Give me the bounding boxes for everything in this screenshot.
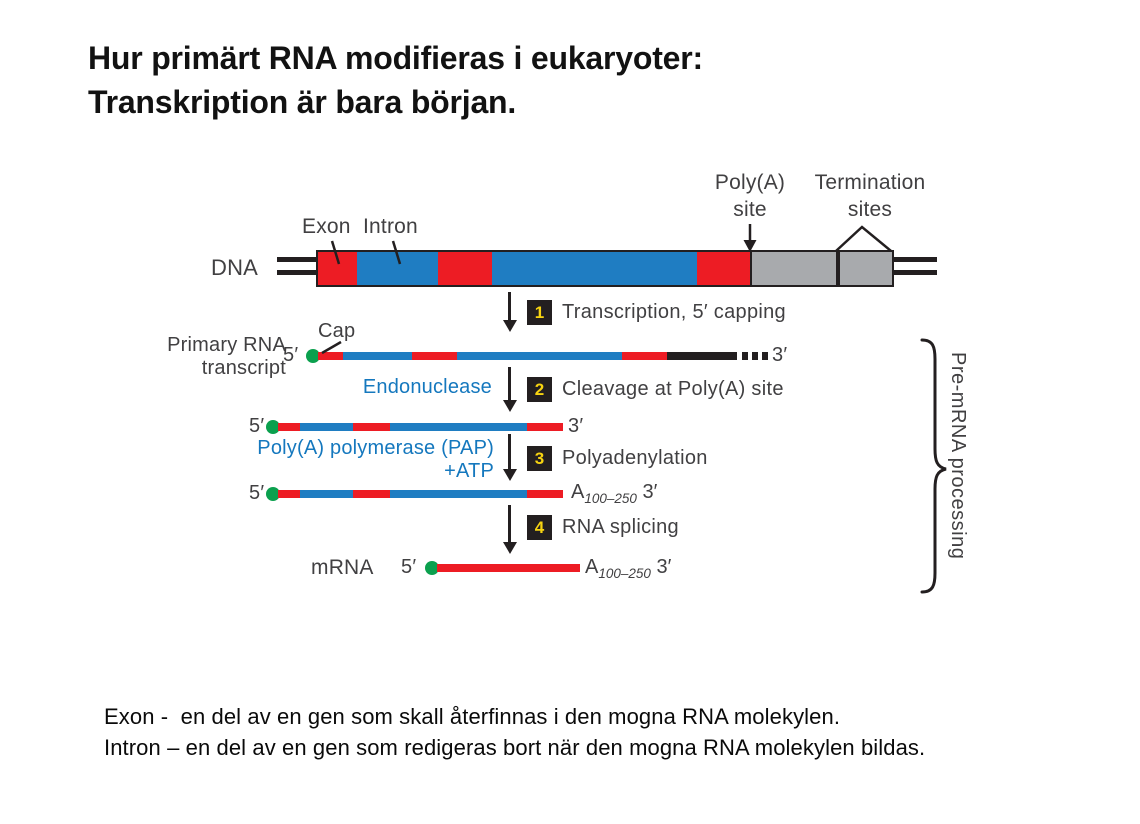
termination-sites-label: Termination sites xyxy=(814,171,926,221)
step-3-arrow-icon xyxy=(508,434,511,469)
three-prime-label: 3′ xyxy=(568,415,584,437)
mrna-label: mRNA xyxy=(311,556,374,579)
polya-site-label: Poly(A) site xyxy=(714,171,786,221)
mrna-line xyxy=(437,564,580,572)
pap-enzyme-label: Poly(A) polymerase (PAP) +ATP xyxy=(257,437,494,482)
five-prime-label: 5′ xyxy=(249,482,265,504)
five-prime-label: 5′ xyxy=(401,556,417,578)
exon-segment xyxy=(438,252,492,285)
intron-segment xyxy=(457,352,622,360)
pre-mrna-bracket xyxy=(916,337,950,595)
step-4-arrow-icon xyxy=(508,505,511,542)
polyadenylated-transcript-line xyxy=(278,490,563,498)
poly-a-subscript: 100–250 xyxy=(598,566,651,581)
step-1-arrow-icon xyxy=(508,292,511,320)
five-prime-label: 5′ xyxy=(249,415,265,437)
exon-segment xyxy=(622,352,667,360)
three-prime-label: 3′ xyxy=(642,481,658,503)
termination-tent-lines xyxy=(836,227,891,251)
intron-segment xyxy=(357,252,438,285)
downstream-segment xyxy=(752,252,836,285)
three-prime-label: 3′ xyxy=(656,556,672,578)
downstream-segment xyxy=(840,252,892,285)
step-4-label: RNA splicing xyxy=(562,516,679,538)
poly-a-tail-label: $A_{100-250}$ 3′ xyxy=(571,481,658,506)
exon-segment xyxy=(278,423,300,431)
step-4-badge: 4 xyxy=(527,515,552,540)
intron-segment xyxy=(390,423,527,431)
primary-transcript-line xyxy=(318,352,768,360)
pre-mrna-processing-label: Pre-mRNA processing xyxy=(947,352,969,560)
intron-label: Intron xyxy=(363,215,418,238)
step-3-badge: 3 xyxy=(527,446,552,471)
exon-segment xyxy=(353,490,390,498)
continuation-dashes xyxy=(742,352,768,360)
step-2-arrow-icon xyxy=(508,367,511,400)
step-2-label: Cleavage at Poly(A) site xyxy=(562,378,784,400)
dna-gene-bar xyxy=(316,250,894,287)
exon-segment xyxy=(318,252,357,285)
dna-strand-line xyxy=(277,257,316,262)
intron-segment xyxy=(492,252,697,285)
five-prime-label: 5′ xyxy=(283,344,299,366)
intron-segment xyxy=(300,490,353,498)
cap-label: Cap xyxy=(318,320,356,342)
dna-label: DNA xyxy=(211,255,259,280)
primary-rna-transcript-label: Primary RNA transcript xyxy=(167,334,286,379)
step-1-badge: 1 xyxy=(527,300,552,325)
title-line-1: Hur primärt RNA modifieras i eukaryoter: xyxy=(88,40,703,76)
page-title xyxy=(88,36,703,124)
exon-segment xyxy=(527,490,563,498)
downstream-rna-segment xyxy=(667,352,737,360)
exon-segment xyxy=(412,352,457,360)
title-line-2: Transkription är bara början. xyxy=(88,84,517,120)
exon-segment xyxy=(278,490,300,498)
intron-segment xyxy=(390,490,527,498)
intron-segment xyxy=(300,423,353,431)
three-prime-label: 3′ xyxy=(772,344,788,366)
exon-segment xyxy=(437,564,580,572)
poly-a-tail-label: $A_{100-250}$ 3′ xyxy=(585,556,672,581)
exon-segment xyxy=(527,423,563,431)
endonuclease-label: Endonuclease xyxy=(362,376,492,398)
dna-strand-line xyxy=(894,270,937,275)
dna-strand-line xyxy=(894,257,937,262)
intron-segment xyxy=(343,352,412,360)
step-2-badge: 2 xyxy=(527,377,552,402)
intron-definition: Intron – en del av en gen som redigeras bort när den mogna RNA molekylen bildas. xyxy=(104,735,926,760)
step-3-label: Polyadenylation xyxy=(562,447,708,469)
exon-segment xyxy=(353,423,390,431)
exon-definition: Exon - en del av en gen som skall återfinnas i den mogna RNA molekylen. xyxy=(104,704,841,729)
dna-strand-line xyxy=(277,270,316,275)
exon-segment xyxy=(318,352,343,360)
step-1-label: Transcription, 5′ capping xyxy=(562,301,786,323)
cleaved-transcript-line xyxy=(278,423,563,431)
exon-label: Exon xyxy=(302,215,351,238)
exon-segment xyxy=(697,252,750,285)
poly-a-subscript: 100–250 xyxy=(584,491,637,506)
